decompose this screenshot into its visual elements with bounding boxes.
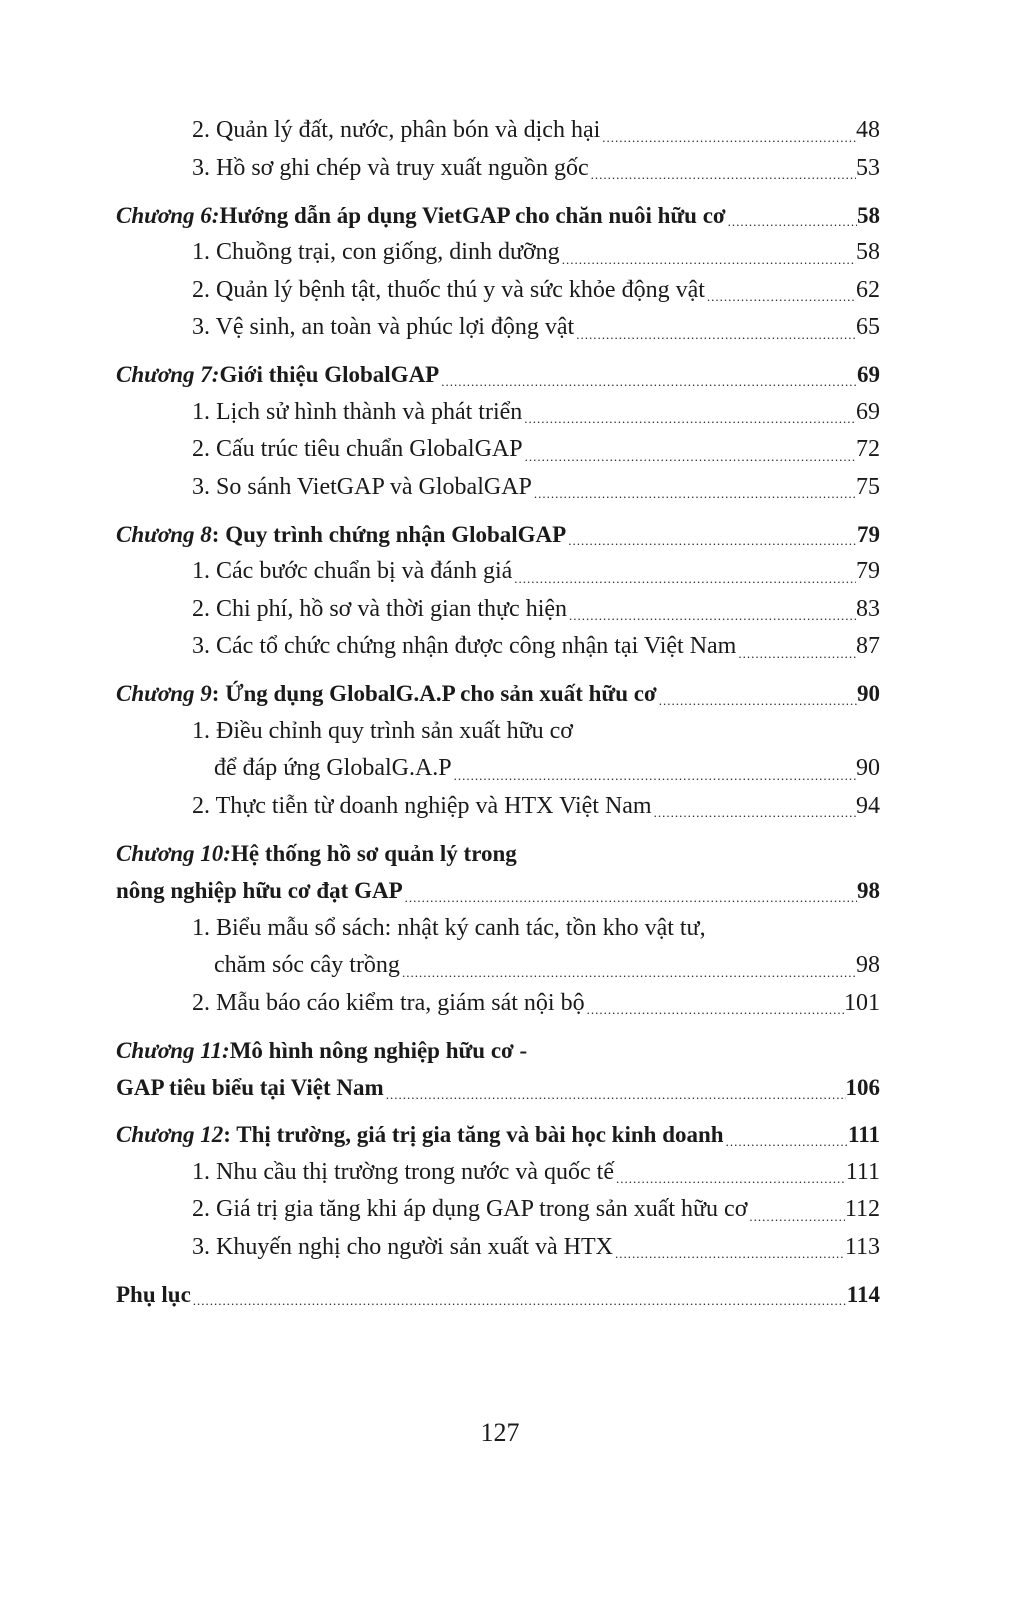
entry-line	[116, 1069, 880, 1107]
entry-line	[192, 750, 880, 788]
chapter-prefix: Chương 6:	[116, 202, 220, 228]
entry-title: nông nghiệp hữu cơ đạt GAP	[116, 878, 403, 903]
toc-section-entry[interactable]	[116, 628, 880, 666]
entry-page-number: 83	[856, 595, 880, 622]
entry-page-number: 90	[857, 681, 880, 706]
entry-line	[192, 272, 880, 310]
page-number: 127	[480, 1418, 520, 1447]
dot-leader	[657, 689, 857, 713]
toc-section-entry[interactable]	[116, 1154, 880, 1192]
entry-page-number: 113	[844, 1233, 880, 1260]
entry-title: : Ứng dụng GlobalG.A.P cho sản xuất hữu cơ	[211, 681, 657, 706]
entry-title: 1. Lịch sử hình thành và phát triển	[192, 398, 523, 425]
entry-page-number: 72	[856, 436, 880, 462]
entry-title: : Thị trường, giá trị gia tăng và bài học kinh doanh	[223, 1122, 724, 1147]
toc-section-entry[interactable]	[116, 112, 880, 150]
entry-page-number: 58	[857, 202, 880, 228]
entry-title: 3. Hồ sơ ghi chép và truy xuất nguồn gốc	[192, 154, 589, 181]
entry-page-number: 98	[856, 952, 880, 978]
dot-leader	[191, 1289, 847, 1313]
entry-page-number: 65	[856, 314, 880, 340]
entry-line	[192, 150, 880, 188]
chapter-prefix: Chương 8	[116, 521, 212, 547]
entry-page-number: 87	[856, 633, 880, 659]
toc-section-entry[interactable]	[116, 553, 880, 591]
entry-line	[192, 788, 880, 826]
entry-page-number: 94	[856, 792, 880, 819]
toc-section-entry[interactable]	[116, 469, 880, 507]
toc-section-entry[interactable]	[116, 309, 880, 347]
dot-leader	[452, 764, 856, 788]
dot-leader	[614, 1167, 846, 1191]
toc-section-entry[interactable]	[116, 234, 880, 272]
entry-title: 3. So sánh VietGAP và GlobalGAP	[192, 473, 532, 500]
toc-chapter-entry[interactable]	[116, 835, 880, 910]
entry-line	[192, 553, 880, 591]
dot-leader	[726, 210, 857, 234]
entry-page-number: 58	[856, 239, 880, 265]
entry-page-number: 112	[844, 1196, 880, 1222]
entry-title: 2. Quản lý bệnh tật, thuốc thú y và sức khỏe động vật	[192, 276, 705, 303]
entry-line	[192, 309, 880, 347]
toc-chapter-entry[interactable]	[116, 516, 880, 554]
entry-title: 2. Quản lý đất, nước, phân bón và dịch hại	[192, 117, 601, 143]
entry-line	[116, 1276, 880, 1314]
entry-line	[116, 516, 880, 554]
entry-title: 2. Giá trị gia tăng khi áp dụng GAP trong sản xuất hữu cơ	[192, 1196, 748, 1222]
entry-title: GAP tiêu biểu tại Việt Nam	[116, 1075, 384, 1100]
entry-line	[192, 947, 880, 985]
dot-leader	[567, 604, 856, 628]
toc-section-entry[interactable]	[116, 985, 880, 1023]
toc-section-entry[interactable]	[116, 272, 880, 310]
dot-leader	[736, 642, 856, 666]
dot-leader	[585, 998, 844, 1022]
entry-first-line	[192, 910, 880, 948]
entry-title: 1. Chuồng trại, con giống, dinh dưỡng	[192, 239, 560, 265]
entry-page-number: 48	[856, 117, 880, 143]
dot-leader	[523, 445, 856, 469]
toc-section-entry[interactable]	[116, 591, 880, 629]
entry-title: Hướng dẫn áp dụng VietGAP cho chăn nuôi hữu cơ	[219, 202, 726, 228]
entry-page-number: 90	[856, 755, 880, 781]
toc-chapter-entry[interactable]	[116, 1276, 880, 1314]
entry-title: : Quy trình chứng nhận GlobalGAP	[211, 521, 567, 547]
entry-line	[192, 112, 880, 150]
entry-page-number: 106	[845, 1075, 880, 1100]
toc-section-entry[interactable]	[116, 150, 880, 188]
entry-page-number: 114	[846, 1281, 880, 1307]
entry-line	[192, 1191, 880, 1229]
entry-line	[192, 1154, 880, 1192]
entry-line	[192, 469, 880, 507]
toc-section-entry[interactable]	[116, 788, 880, 826]
entry-line	[116, 1116, 880, 1154]
entry-line	[192, 985, 880, 1023]
entry-title: để đáp ứng GlobalG.A.P	[214, 755, 452, 781]
entry-title: 2. Thực tiễn từ doanh nghiệp và HTX Việt Nam	[192, 792, 652, 819]
entry-title: 1. Nhu cầu thị trường trong nước và quốc tế	[192, 1158, 614, 1185]
dot-leader	[747, 1205, 845, 1229]
dot-leader	[439, 370, 857, 394]
entry-title-line1: Mô hình nông nghiệp hữu cơ -	[229, 1037, 528, 1063]
entry-line	[116, 356, 880, 394]
entry-page-number: 69	[856, 398, 880, 425]
chapter-prefix: Chương 7:	[116, 362, 220, 387]
toc-chapter-entry[interactable]	[116, 675, 880, 713]
dot-leader	[403, 886, 857, 910]
entry-title: 2. Chi phí, hồ sơ và thời gian thực hiện	[192, 595, 568, 622]
table-of-contents	[116, 112, 880, 1313]
entry-line	[192, 394, 880, 432]
entry-page-number: 69	[857, 362, 880, 387]
chapter-prefix: Chương 10:	[116, 840, 231, 866]
entry-title: 2. Cấu trúc tiêu chuẩn GlobalGAP	[192, 436, 523, 462]
toc-section-entry[interactable]	[116, 1191, 880, 1229]
entry-title: chăm sóc cây trồng	[214, 952, 400, 978]
entry-first-line	[192, 713, 880, 751]
chapter-prefix: Chương 12	[116, 1122, 224, 1147]
entry-title-line1: 1. Điều chỉnh quy trình sản xuất hữu cơ	[192, 717, 573, 744]
entry-page-number: 79	[857, 521, 880, 547]
entry-title: Giới thiệu GlobalGAP	[219, 362, 440, 387]
entry-title-line1: Hệ thống hồ sơ quản lý trong	[230, 840, 517, 866]
entry-title: 1. Các bước chuẩn bị và đánh giá	[192, 558, 513, 584]
dot-leader	[532, 482, 856, 506]
entry-line	[192, 1229, 880, 1267]
dot-leader	[560, 248, 856, 272]
toc-section-entry[interactable]	[116, 394, 880, 432]
dot-leader	[600, 126, 856, 150]
entry-line	[116, 675, 880, 713]
dot-leader	[400, 961, 856, 985]
entry-line	[192, 591, 880, 629]
dot-leader	[566, 529, 857, 553]
entry-page-number: 53	[856, 154, 880, 181]
entry-page-number: 98	[857, 878, 880, 903]
entry-title: Phụ lục	[116, 1281, 191, 1307]
toc-chapter-entry[interactable]	[116, 356, 880, 394]
entry-page-number: 111	[848, 1122, 880, 1147]
dot-leader	[652, 801, 856, 825]
entry-line	[116, 197, 880, 235]
entry-title: 3. Các tổ chức chứng nhận được công nhận tại Việt Nam	[192, 633, 737, 659]
toc-section-entry[interactable]	[116, 1229, 880, 1267]
dot-leader	[574, 323, 856, 347]
entry-line	[192, 234, 880, 272]
entry-first-line	[116, 1032, 880, 1070]
toc-section-entry[interactable]	[116, 910, 880, 985]
dot-leader	[512, 567, 856, 591]
entry-title: 3. Khuyến nghị cho người sản xuất và HTX	[192, 1233, 613, 1260]
toc-section-entry[interactable]	[116, 431, 880, 469]
entry-line	[192, 628, 880, 666]
entry-title: 2. Mẫu báo cáo kiểm tra, giám sát nội bộ	[192, 989, 585, 1016]
entry-page-number: 101	[844, 989, 880, 1016]
chapter-prefix: Chương 9	[116, 681, 212, 706]
toc-section-entry[interactable]	[116, 713, 880, 788]
entry-page-number: 75	[856, 473, 880, 500]
dot-leader	[589, 163, 856, 187]
entry-title: 3. Vệ sinh, an toàn và phúc lợi động vật	[192, 314, 575, 340]
entry-title-line1: 1. Biểu mẫu sổ sách: nhật ký canh tác, tồn kho vật tư,	[192, 914, 706, 941]
dot-leader	[724, 1130, 848, 1154]
chapter-prefix: Chương 11:	[116, 1037, 230, 1063]
dot-leader	[613, 1242, 845, 1266]
entry-line	[192, 431, 880, 469]
toc-chapter-entry[interactable]	[116, 1116, 880, 1154]
dot-leader	[705, 285, 856, 309]
toc-chapter-entry[interactable]	[116, 197, 880, 235]
dot-leader	[384, 1083, 846, 1107]
entry-page-number: 111	[845, 1158, 880, 1185]
entry-first-line	[116, 835, 880, 873]
toc-chapter-entry[interactable]	[116, 1032, 880, 1107]
dot-leader	[522, 407, 856, 431]
entry-line	[116, 872, 880, 910]
entry-page-number: 79	[856, 558, 880, 584]
entry-page-number: 62	[856, 276, 880, 303]
